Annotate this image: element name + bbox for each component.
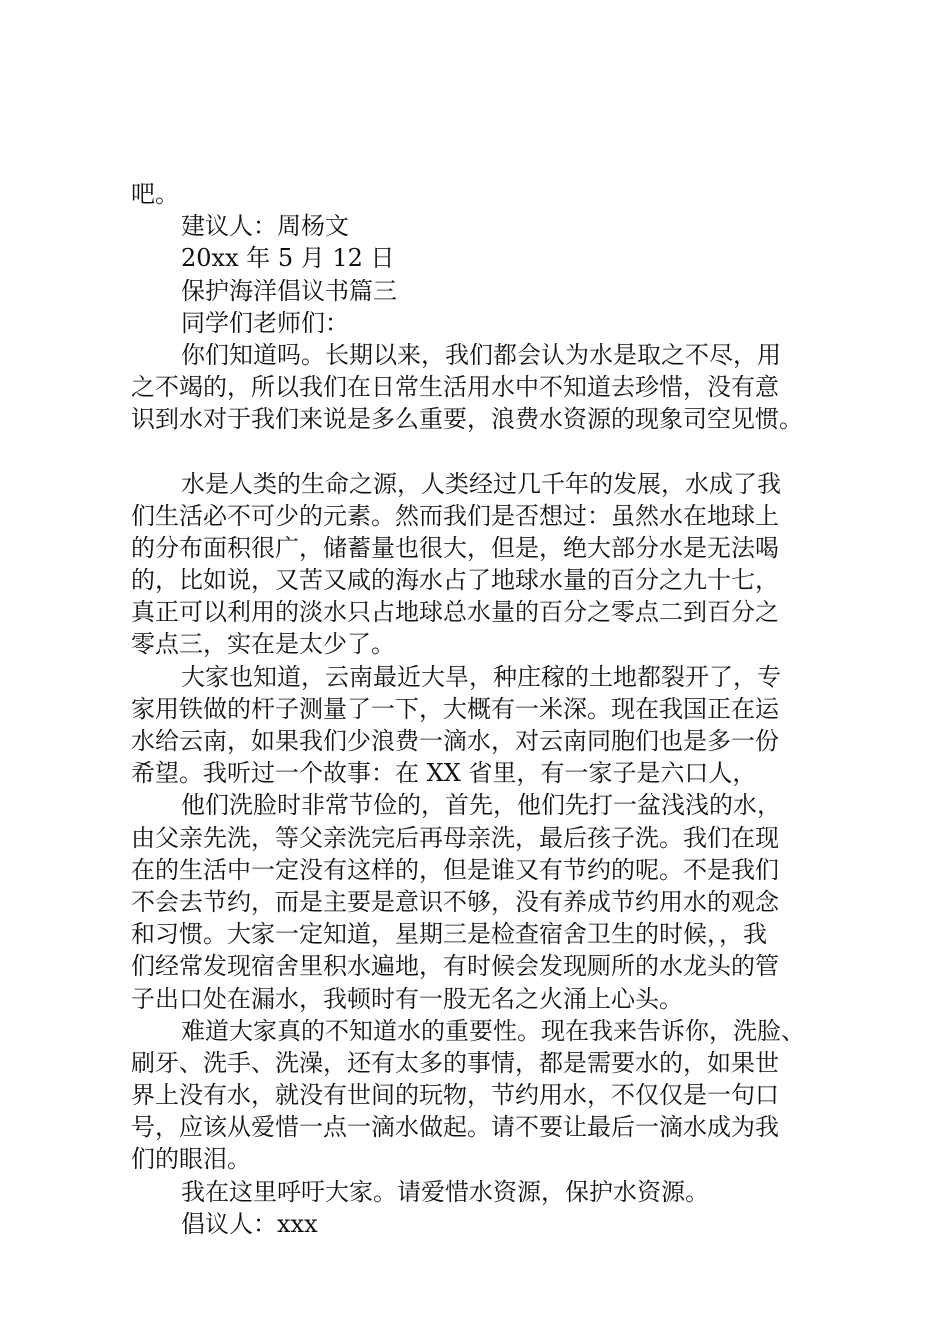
proposer-line: 倡议人：xxx — [181, 1209, 318, 1238]
text-line: 们经常发现宿舍里积水遍地，有时候会发现厕所的水龙头的管 — [131, 952, 779, 981]
text-line: 号，应该从爱惜一点一滴水做起。请不要让最后一滴水成为我 — [131, 1113, 779, 1142]
signature-line: 建议人：周杨文 — [181, 212, 349, 241]
text-line: 的分布面积很广，储蓄量也很大，但是，绝大部分水是无法喝 — [131, 533, 779, 562]
text-line: 的，比如说，又苦又咸的海水占了地球水量的百分之九十七， — [131, 566, 779, 595]
text-line: 不会去节约，而是主要是意识不够，没有养成节约用水的观念 — [131, 887, 779, 916]
text-line: 你们知道吗。长期以来，我们都会认为水是取之不尽，用 — [181, 340, 781, 369]
section-title: 保护海洋倡议书篇三 — [181, 276, 397, 305]
text-line: 大家也知道，云南最近大旱，种庄稼的土地都裂开了，专 — [181, 662, 781, 691]
text-line: 水是人类的生命之源，人类经过几千年的发展，水成了我 — [181, 469, 781, 498]
document-page — [131, 178, 851, 1240]
text-line: 由父亲先洗，等父亲洗完后再母亲洗，最后孩子洗。我们在现 — [131, 823, 779, 852]
text-line: 希望。我听过一个故事：在 XX 省里，有一家子是六口人， — [131, 759, 757, 788]
text-line: 水给云南，如果我们少浪费一滴水，对云南同胞们也是多一份 — [131, 727, 779, 755]
text-line: 家用铁做的杆子测量了一下，大概有一米深。现在我国正在运 — [131, 694, 779, 723]
text-line: 吧。 — [131, 180, 179, 208]
text-line: 难道大家真的不知道水的重要性。现在我来告诉你，洗脸、 — [181, 1016, 805, 1045]
text-line: 刷牙、洗手、洗澡，还有太多的事情，都是需要水的，如果世 — [131, 1048, 779, 1077]
text-line: 真正可以利用的淡水只占地球总水量的百分之零点二到百分之 — [131, 598, 779, 627]
text-line: 们生活必不可少的元素。然而我们是否想过：虽然水在地球上 — [131, 501, 779, 530]
text-line: 零点三，实在是太少了。 — [131, 630, 395, 659]
date-line: 20xx 年 5 月 12 日 — [181, 244, 395, 273]
text-line: 们的眼泪。 — [131, 1145, 251, 1174]
text-line: 之不竭的，所以我们在日常生活用水中不知道去珍惜，没有意 — [131, 373, 779, 402]
text-line: 识到水对于我们来说是多么重要，浪费水资源的现象司空见惯。 — [131, 405, 803, 434]
text-line: 和习惯。大家一定知道，星期三是检查宿舍卫生的时候，，我 — [131, 920, 767, 949]
text-line: 在的生活中一定没有这样的，但是谁又有节约的呢。不是我们 — [131, 855, 779, 884]
closing-line: 我在这里呼吁大家。请爱惜水资源，保护水资源。 — [181, 1177, 709, 1206]
text-line: 界上没有水，就没有世间的玩物，节约用水，不仅仅是一句口 — [131, 1081, 779, 1110]
salutation: 同学们老师们： — [181, 308, 349, 337]
blank-line — [131, 436, 851, 468]
text-line: 子出口处在漏水，我顿时有一股无名之火涌上心头。 — [131, 984, 683, 1013]
text-line: 他们洗脸时非常节俭的，首先，他们先打一盆浅浅的水， — [181, 791, 781, 820]
